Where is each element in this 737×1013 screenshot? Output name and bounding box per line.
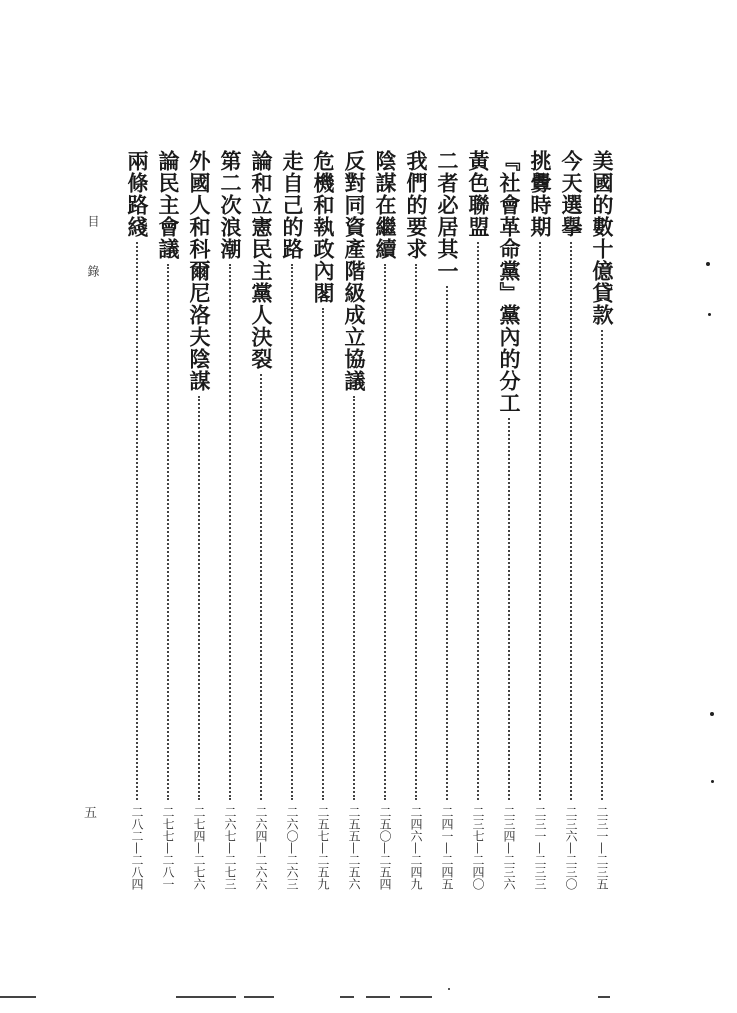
toc-entry bbox=[248, 150, 274, 890]
scan-edge-mark bbox=[176, 996, 236, 998]
scan-edge-mark bbox=[0, 996, 36, 998]
toc-entry-title: 陰謀在繼續 bbox=[373, 150, 398, 260]
toc-entry-pages: 二七四—二七六 bbox=[192, 806, 206, 890]
toc-entry-pages: 二六〇—二六三 bbox=[285, 806, 299, 890]
dot-leader bbox=[384, 264, 386, 800]
scan-speck bbox=[706, 262, 710, 266]
toc-entry-title: 黃色聯盟 bbox=[466, 150, 491, 238]
dot-leader bbox=[260, 374, 262, 800]
dot-leader bbox=[601, 330, 603, 800]
dot-leader bbox=[167, 264, 169, 800]
toc-entry-pages: 二五〇—二五四 bbox=[378, 806, 392, 890]
scan-edge-mark bbox=[598, 996, 610, 998]
toc-entry-title: 美國的數十億貸款 bbox=[590, 150, 615, 326]
toc-entry-pages: 二七七—二八一 bbox=[161, 806, 175, 890]
toc-entry-title: 第二次浪潮 bbox=[218, 150, 243, 260]
dot-leader bbox=[477, 242, 479, 800]
toc-entry-title: 挑釁時期 bbox=[528, 150, 553, 238]
toc-entry-pages: 二五五—二五六 bbox=[347, 806, 361, 890]
scan-speck bbox=[710, 712, 714, 716]
toc-entry bbox=[558, 150, 584, 890]
toc-entry-pages: 二六四—二六六 bbox=[254, 806, 268, 890]
running-head: 目錄 bbox=[86, 215, 100, 315]
toc-entry-title: 今天選擧 bbox=[559, 150, 584, 238]
toc-entry-title: 二者必居其一 bbox=[435, 150, 460, 282]
toc-entry-title: 外國人和科爾尼洛夫陰謀 bbox=[187, 150, 212, 392]
dot-leader bbox=[291, 264, 293, 800]
toc-entry bbox=[124, 150, 150, 890]
toc-entry-title: 我們的要求 bbox=[404, 150, 429, 260]
dot-leader bbox=[570, 242, 572, 800]
toc-entry bbox=[186, 150, 212, 890]
toc-entry-title: 兩條路綫 bbox=[125, 150, 150, 238]
toc-entry bbox=[403, 150, 429, 890]
toc-entry bbox=[527, 150, 553, 890]
toc-entry-pages: 二三四—二三六 bbox=[502, 806, 516, 890]
toc-entry-title: 『社會革命黨』黨內的分工 bbox=[497, 150, 522, 414]
dot-leader bbox=[539, 242, 541, 800]
scan-speck bbox=[448, 988, 450, 990]
toc-entry-pages: 二三一—二三三 bbox=[533, 806, 547, 890]
toc-entry bbox=[217, 150, 243, 890]
page-number: 五 bbox=[84, 806, 98, 821]
toc-entry-title: 論和立憲民主黨人決裂 bbox=[249, 150, 274, 370]
scan-edge-mark bbox=[340, 996, 354, 998]
dot-leader bbox=[322, 308, 324, 800]
toc-entry-pages: 二三一—二三五 bbox=[595, 806, 609, 890]
toc-entry bbox=[310, 150, 336, 890]
dot-leader bbox=[446, 286, 448, 800]
toc-entry bbox=[465, 150, 491, 890]
toc-entry bbox=[155, 150, 181, 890]
toc-entry bbox=[341, 150, 367, 890]
toc-entry-title: 反對同資產階級成立協議 bbox=[342, 150, 367, 392]
toc-entry-title: 論民主會議 bbox=[156, 150, 181, 260]
dot-leader bbox=[136, 242, 138, 800]
toc-entry-pages: 二八二—二八四 bbox=[130, 806, 144, 890]
toc-entry-pages: 二三七—二四〇 bbox=[471, 806, 485, 890]
toc-entry bbox=[372, 150, 398, 890]
toc-entry-pages: 二四一—二四五 bbox=[440, 806, 454, 890]
scan-edge-mark bbox=[366, 996, 390, 998]
scan-edge-mark bbox=[400, 996, 432, 998]
scan-edge-mark bbox=[244, 996, 274, 998]
toc-entry-pages: 二三六—二三〇 bbox=[564, 806, 578, 890]
dot-leader bbox=[508, 418, 510, 800]
toc-entry-title: 走自己的路 bbox=[280, 150, 305, 260]
toc-entry bbox=[434, 150, 460, 890]
toc-entry-pages: 二四六—二四九 bbox=[409, 806, 423, 890]
dot-leader bbox=[415, 264, 417, 800]
toc-entry bbox=[279, 150, 305, 890]
toc-entry bbox=[496, 150, 522, 890]
dot-leader bbox=[229, 264, 231, 800]
dot-leader bbox=[353, 396, 355, 800]
toc-entry-pages: 二六七—二七三 bbox=[223, 806, 237, 890]
dot-leader bbox=[198, 396, 200, 800]
scan-speck bbox=[708, 313, 711, 316]
toc-entry-pages: 二五七—二五九 bbox=[316, 806, 330, 890]
scan-speck bbox=[711, 780, 714, 783]
toc-entry-title: 危機和執政內閣 bbox=[311, 150, 336, 304]
toc-entry bbox=[589, 150, 615, 890]
